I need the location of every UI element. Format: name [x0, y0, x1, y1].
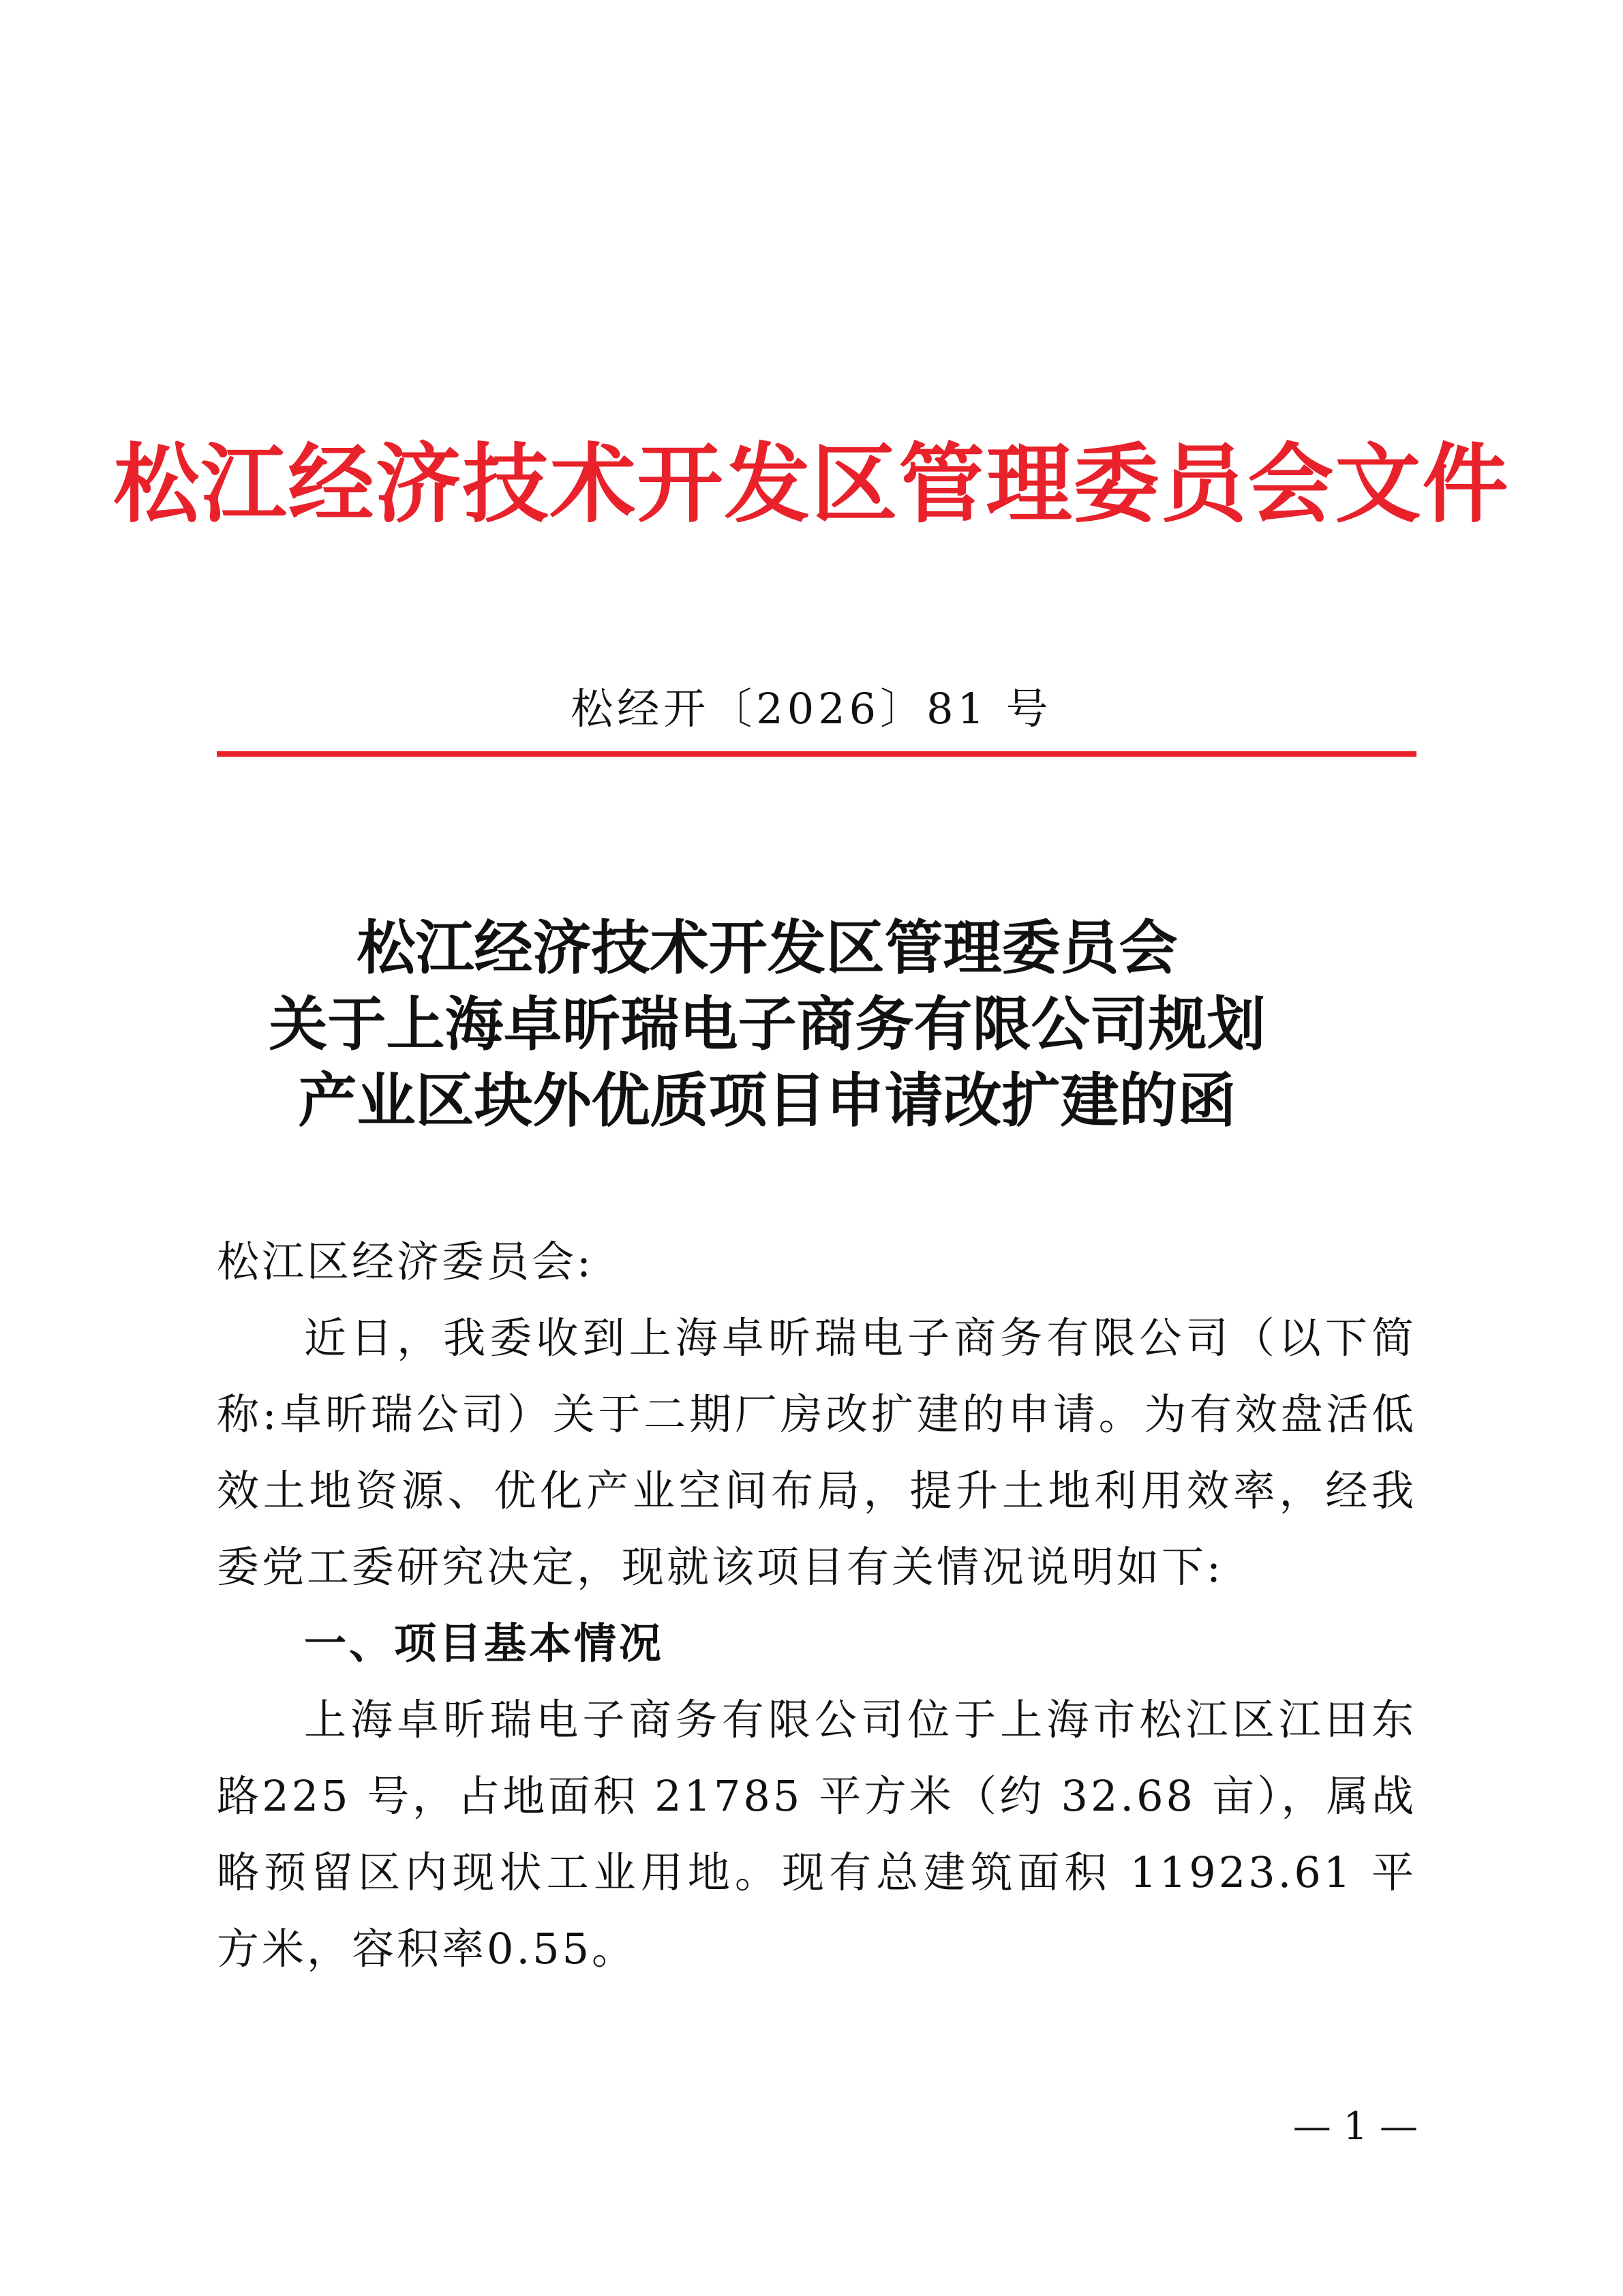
document-title-line-3: 产业区块外优质项目申请改扩建的函: [298, 1066, 1237, 1135]
section-paragraph: 上海卓昕瑞电子商务有限公司位于上海市松江区江田东路225 号，占地面积 21785 平方米（约 32.68 亩），属战略预留区内现状工业用地。现有总建筑面积 11923.61 平方米，容积率0.55。: [217, 1695, 1416, 1974]
document-title-line-2: 关于上海卓昕瑞电子商务有限公司规划: [269, 990, 1266, 1059]
document-title: [0, 910, 1623, 1139]
document-body: [217, 1224, 1416, 1987]
document-title-line-1: 松江经济技术开发区管理委员会: [357, 913, 1178, 982]
issuer-header-title: 松江经济技术开发区管理委员会文件: [113, 434, 1510, 534]
page-number: — 1 —: [1292, 2104, 1418, 2149]
document-number: 松经开〔2026〕81 号: [571, 684, 1052, 734]
red-divider-line: [217, 751, 1416, 757]
addressee: 松江区经济委员会:: [217, 1237, 594, 1286]
intro-paragraph: 近日，我委收到上海卓昕瑞电子商务有限公司（以下简称:卓昕瑞公司）关于二期厂房改扩建的申请。为有效盘活低效土地资源、优化产业空间布局，提升土地利用效率，经我委党工委研究决定，现就该项目有关情况说明如下:: [217, 1313, 1416, 1592]
section-heading: 一、项目基本情况: [304, 1618, 665, 1668]
